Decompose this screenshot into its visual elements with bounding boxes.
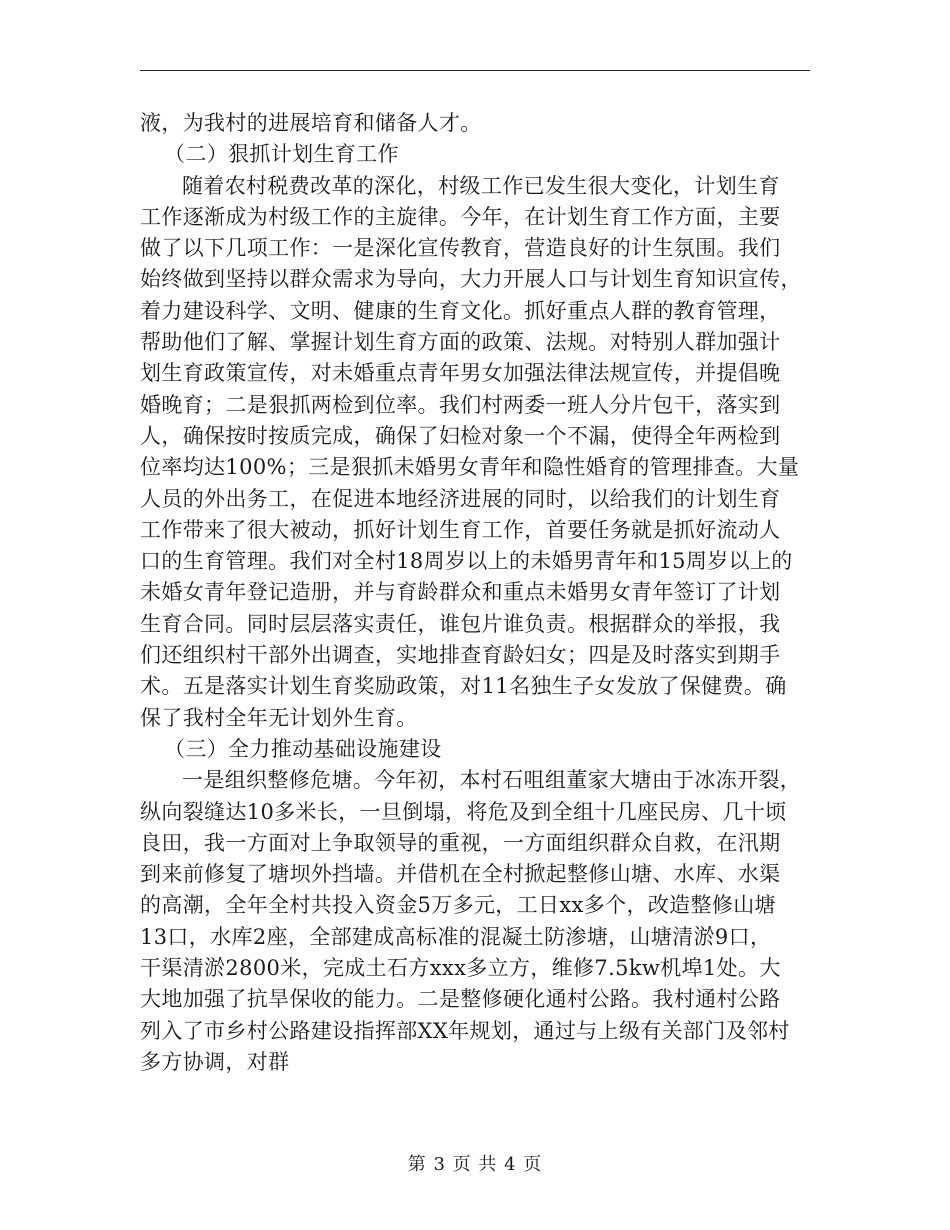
paragraph-line: 婚晚育；二是狠抓两检到位率。我们村两委一班人分片包干，落实到 [140, 392, 781, 417]
paragraph-line: 工作逐渐成为村级工作的主旋律。今年，在计划生育工作方面，主要 [140, 204, 781, 229]
body-text [140, 108, 810, 1078]
paragraph-line: 多方协调，对群 [140, 1049, 290, 1074]
paragraph-line: 未婚女青年登记造册，并与育龄群众和重点未婚男女青年签订了计划 [140, 580, 781, 605]
paragraph-line: 位率均达100%；三是狠抓未婚男女青年和隐性婚育的管理排查。大量 [140, 455, 800, 480]
paragraph-line: 大地加强了抗旱保收的能力。二是整修硬化通村公路。我村通村公路 [140, 987, 781, 1012]
paragraph-line: 着力建设科学、文明、健康的生育文化。抓好重点人群的教育管理， [140, 298, 781, 323]
paragraph-line: 列入了市乡村公路建设指挥部XX年规划，通过与上级有关部门及邻村 [140, 1018, 790, 1043]
paragraph-line: 13口，水库2座，全部建成高标准的混凝土防渗塘，山塘清淤9口， [140, 924, 772, 949]
paragraph-line: 做了以下几项工作：一是深化宣传教育，营造良好的计生氛围。我们 [140, 236, 781, 261]
paragraph-line: 口的生育管理。我们对全村18周岁以上的未婚男青年和15周岁以上的 [140, 549, 793, 574]
paragraph-line: 始终做到坚持以群众需求为导向，大力开展人口与计划生育知识宣传， [140, 267, 802, 292]
paragraph-line: 干渠清淤2800米，完成土石方xxx多立方，维修7.5kw机埠1处。大 [140, 956, 781, 981]
paragraph-line: 人员的外出务工，在促进本地经济进展的同时，以给我们的计划生育 [140, 486, 781, 511]
paragraph-line: 随着农村税费改革的深化，村级工作已发生很大变化，计划生育 [182, 173, 780, 198]
page-footer: 第 3 页 共 4 页 [407, 1154, 543, 1175]
paragraph-line: 划生育政策宣传，对未婚重点青年男女加强法律法规宣传，并提倡晚 [140, 361, 781, 386]
header-rule [140, 70, 810, 71]
paragraph-line: 液，为我村的进展培育和储备人才。 [140, 111, 482, 135]
paragraph-line: 人，确保按时按质完成，确保了妇检对象一个不漏，使得全年两检到 [140, 423, 781, 448]
paragraph-line: 帮助他们了解、掌握计划生育方面的政策、法规。对特别人群加强计 [140, 330, 781, 355]
paragraph-line: 到来前修复了塘坝外挡墙。并借机在全村掀起整修山塘、水库、水渠 [140, 862, 781, 887]
paragraph-line: 保了我村全年无计划外生育。 [140, 705, 418, 730]
paragraph-line: 术。五是落实计划生育奖励政策，对11名独生子女发放了保健费。确 [140, 674, 787, 699]
paragraph-line: 生育合同。同时层层落实责任，谁包片谁负责。根据群众的举报，我 [140, 611, 781, 636]
paragraph-line: 纵向裂缝达10多米长，一旦倒塌，将危及到全组十几座民房、几十顷 [140, 799, 787, 824]
paragraph-line: 工作带来了很大被动，抓好计划生育工作，首要任务就是抓好流动人 [140, 517, 781, 542]
paragraph-line: 的高潮，全年全村共投入资金5万多元，工日xx多个，改造整修山塘 [140, 893, 776, 918]
paragraph-line: 良田，我一方面对上争取领导的重视，一方面组织群众自救，在汛期 [140, 830, 781, 855]
paragraph-line: 们还组织村干部外出调查，实地排查育龄妇女；四是及时落实到期手 [140, 643, 781, 668]
section-heading: （三）全力推动基础设施建设 [164, 736, 442, 761]
paragraph-line: 一是组织整修危塘。今年初，本村石咀组董家大塘由于冰冻开裂， [182, 768, 802, 793]
section-heading: （二）狠抓计划生育工作 [164, 142, 399, 167]
